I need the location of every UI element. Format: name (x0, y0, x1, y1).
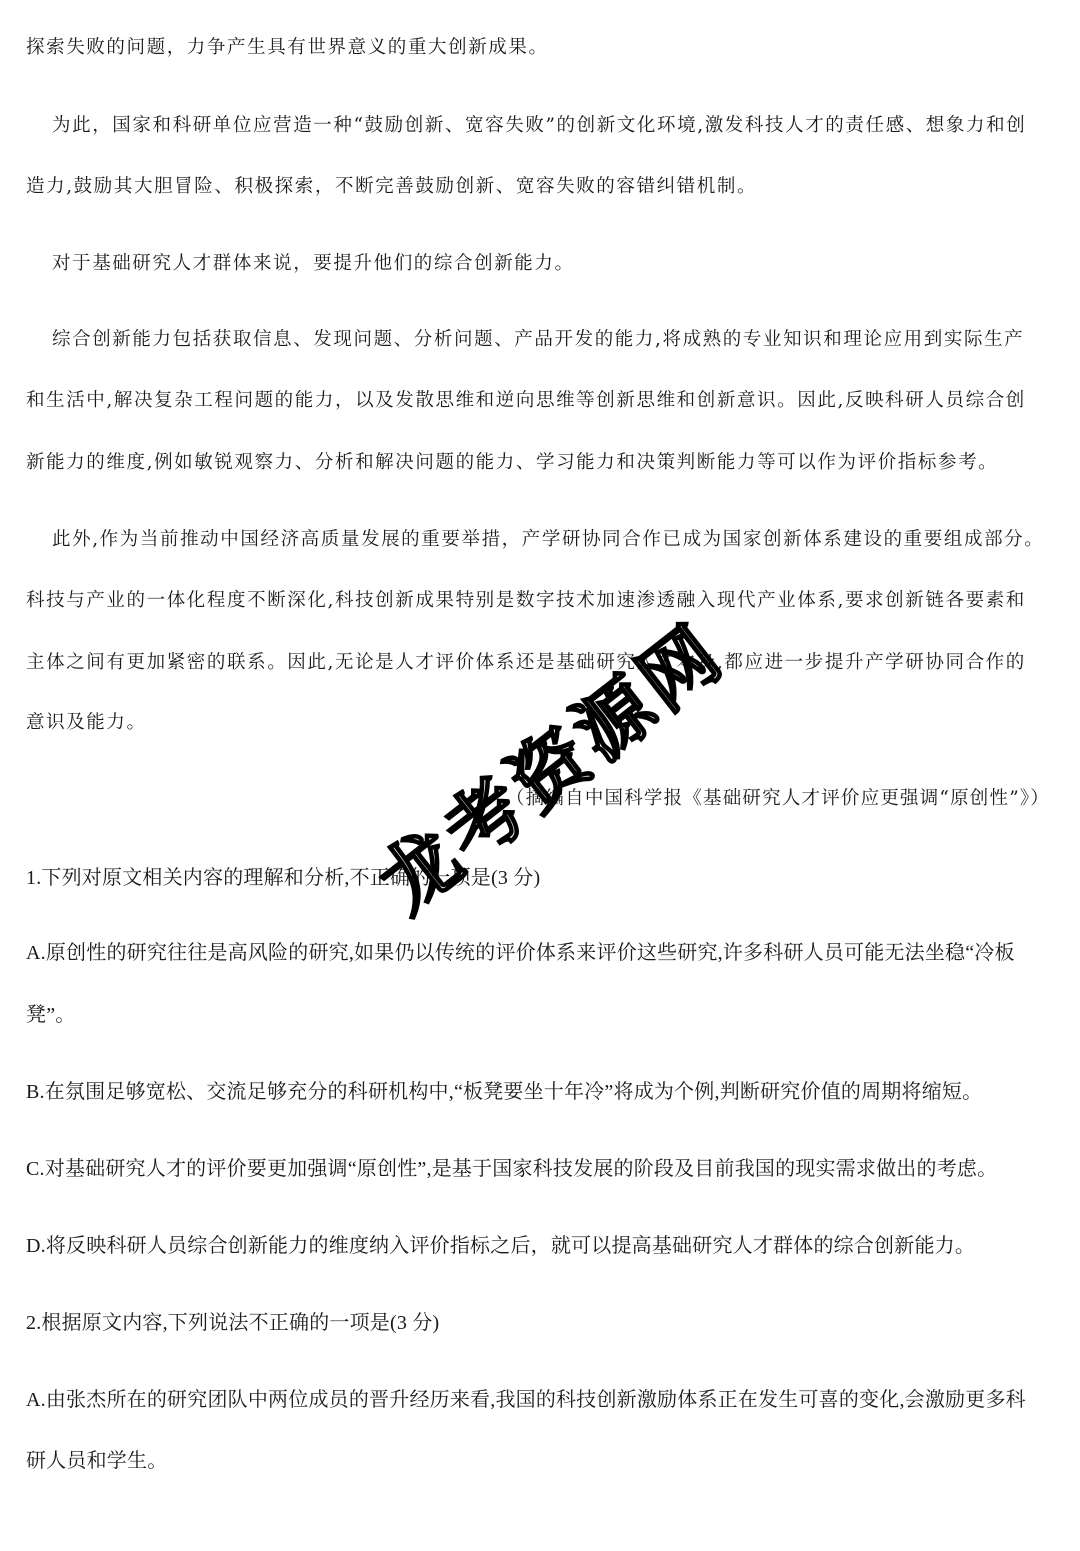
passage-line: 新能力的维度,例如敏锐观察力、分析和解决问题的能力、学习能力和决策判断能力等可以作为评价指标参考。 (26, 452, 999, 473)
watermark-char: 网 (621, 610, 737, 728)
passage-line: 科技与产业的一体化程度不断深化,科技创新成果特别是数字技术加速渗透融入现代产业体系,要求创新链各要素和 (26, 590, 1026, 611)
question-stem: 1.下列对原文相关内容的理解和分析,不正确的一项是(3 分) (26, 867, 541, 889)
question-stem: 2.根据原文内容,下列说法不正确的一项是(3 分) (26, 1312, 440, 1334)
option-c: C.对基础研究人才的评价要更加强调“原创性”,是基于国家科技发展的阶段及目前我国的现实需求做出的考虑。 (26, 1158, 998, 1180)
option-a-cont: 凳”。 (26, 1004, 76, 1026)
passage-line: 意识及能力。 (26, 712, 147, 733)
option-a: A.由张杰所在的研究团队中两位成员的晋升经历来看,我国的科技创新激励体系正在发生可喜的变化,会激励更多科 (26, 1389, 1026, 1411)
option-b: B.在氛围足够宽松、交流足够充分的科研机构中,“板凳要坐十年冷”将成为个例,判断研究价值的周期将缩短。 (26, 1081, 983, 1103)
watermark-char: 龙 (363, 812, 478, 930)
watermark-char: 资 (492, 711, 608, 829)
passage-line: 和生活中,解决复杂工程问题的能力，以及发散思维和逆向思维等创新思维和创新意识。因此,反映科研人员综合创 (26, 390, 1026, 411)
passage-line: 对于基础研究人才群体来说，要提升他们的综合创新能力。 (52, 253, 575, 274)
option-a-cont: 研人员和学生。 (26, 1450, 168, 1472)
passage-line: 造力,鼓励其大胆冒险、积极探索，不断完善鼓励创新、宽容失败的容错纠错机制。 (26, 176, 758, 197)
passage-line: 主体之间有更加紧密的联系。因此,无论是人才评价体系还是基础研究人才本身,都应进一步提升产学研协同合作的 (26, 652, 1026, 673)
option-a: A.原创性的研究往往是高风险的研究,如果仍以传统的评价体系来评价这些研究,许多科研人员可能无法坐稳“冷板 (26, 942, 1015, 964)
source-citation: （摘编自中国科学报《基础研究人才评价应更强调“原创性”》） (506, 788, 1050, 809)
passage-line: 此外,作为当前推动中国经济高质量发展的重要举措，产学研协同合作已成为国家创新体系建设的重要组成部分。 (52, 529, 1045, 550)
watermark-char: 考 (427, 761, 543, 879)
option-d: D.将反映科研人员综合创新能力的维度纳入评价指标之后，就可以提高基础研究人才群体的综合创新能力。 (26, 1235, 976, 1257)
passage-line: 探索失败的问题，力争产生具有世界意义的重大创新成果。 (26, 37, 549, 58)
passage-line: 综合创新能力包括获取信息、发现问题、分析问题、产品开发的能力,将成熟的专业知识和理论应用到实际生产 (52, 329, 1025, 350)
passage-line: 为此，国家和科研单位应营造一种“鼓励创新、宽容失败”的创新文化环境,激发科技人才的责任感、想象力和创 (52, 115, 1027, 136)
watermark-char: 源 (556, 660, 672, 778)
